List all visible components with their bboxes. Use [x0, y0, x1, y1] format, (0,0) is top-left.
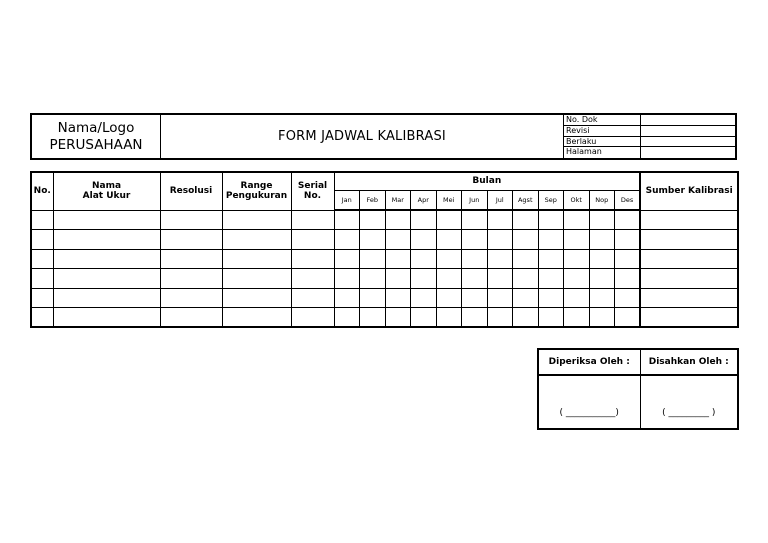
col-header-no [31, 172, 53, 210]
header-text: No. [303, 191, 322, 202]
table-cell[interactable] [385, 210, 411, 230]
table-cell[interactable] [53, 230, 160, 250]
table-cell[interactable] [53, 288, 160, 308]
table-cell[interactable] [487, 288, 513, 308]
table-cell[interactable] [291, 308, 334, 328]
table-cell[interactable] [360, 230, 386, 250]
doc-row-revisi [564, 126, 735, 137]
table-cell[interactable] [334, 230, 360, 250]
table-cell[interactable] [411, 269, 437, 289]
table-cell[interactable] [291, 230, 334, 250]
table-cell[interactable] [291, 288, 334, 308]
table-cell[interactable] [462, 249, 488, 269]
table-cell[interactable] [513, 288, 539, 308]
table-cell[interactable] [564, 269, 590, 289]
table-cell[interactable] [589, 308, 615, 328]
header-text: Alat Ukur [82, 191, 131, 202]
month-header: Jun [462, 190, 488, 210]
table-cell[interactable] [462, 288, 488, 308]
table-cell[interactable] [538, 230, 564, 250]
header-text: Pengukuran [225, 191, 288, 202]
header-text: Bulan [472, 176, 502, 187]
table-cell[interactable] [640, 210, 738, 230]
table-cell[interactable] [334, 210, 360, 230]
table-cell[interactable] [487, 269, 513, 289]
table-cell[interactable] [564, 288, 590, 308]
table-cell[interactable] [436, 249, 462, 269]
month-header: Okt [564, 190, 590, 210]
checked-by-signature[interactable]: ( ___________) [538, 375, 640, 429]
table-cell[interactable] [385, 230, 411, 250]
header-text: Resolusi [169, 186, 213, 197]
table-cell[interactable] [160, 288, 222, 308]
month-header: Des [615, 190, 641, 210]
table-cell[interactable] [160, 269, 222, 289]
table-cell[interactable] [538, 288, 564, 308]
table-row [31, 230, 738, 250]
col-header-resolusi [160, 172, 222, 210]
table-cell[interactable] [538, 210, 564, 230]
col-header-nama-alat-ukur [53, 172, 160, 210]
table-row [31, 308, 738, 328]
doc-row-halaman [564, 147, 735, 158]
table-row [31, 210, 738, 230]
table-cell[interactable] [31, 249, 53, 269]
table-cell[interactable] [411, 308, 437, 328]
table-cell[interactable] [640, 249, 738, 269]
table-cell[interactable] [487, 308, 513, 328]
table-cell[interactable] [640, 288, 738, 308]
table-cell[interactable] [436, 210, 462, 230]
table-cell[interactable] [615, 308, 641, 328]
table-row [31, 288, 738, 308]
table-cell[interactable] [640, 308, 738, 328]
form-title: FORM JADWAL KALIBRASI [278, 129, 446, 144]
table-cell[interactable] [222, 230, 291, 250]
table-body [31, 210, 738, 327]
doc-value[interactable] [641, 147, 735, 158]
table-cell[interactable] [615, 269, 641, 289]
table-cell[interactable] [589, 288, 615, 308]
form-header [30, 113, 737, 160]
table-cell[interactable] [334, 249, 360, 269]
table-cell[interactable] [53, 210, 160, 230]
table-cell[interactable] [334, 269, 360, 289]
table-cell[interactable] [513, 210, 539, 230]
table-cell[interactable] [487, 249, 513, 269]
table-cell[interactable] [334, 308, 360, 328]
table-cell[interactable] [462, 230, 488, 250]
table-cell[interactable] [360, 210, 386, 230]
table-cell[interactable] [538, 269, 564, 289]
table-cell[interactable] [615, 230, 641, 250]
table-cell[interactable] [564, 308, 590, 328]
table-cell[interactable] [222, 288, 291, 308]
month-header: Feb [360, 190, 386, 210]
month-header: Nop [589, 190, 615, 210]
table-cell[interactable] [334, 288, 360, 308]
checked-by-label: Diperiksa Oleh : [538, 349, 640, 375]
table-cell[interactable] [436, 308, 462, 328]
month-header: Jul [487, 190, 513, 210]
col-header-sumber-kalibrasi [640, 172, 738, 210]
table-cell[interactable] [589, 269, 615, 289]
month-header: Agst [513, 190, 539, 210]
table-cell[interactable] [589, 249, 615, 269]
table-row [31, 249, 738, 269]
month-header: Jan [334, 190, 360, 210]
table-cell[interactable] [538, 249, 564, 269]
table-cell[interactable] [615, 249, 641, 269]
doc-label: Halaman [564, 147, 641, 158]
table-cell[interactable] [53, 249, 160, 269]
table-cell[interactable] [487, 210, 513, 230]
month-header: Mar [385, 190, 411, 210]
col-header-bulan [334, 172, 640, 190]
doc-value[interactable] [641, 126, 735, 136]
table-cell[interactable] [385, 249, 411, 269]
table-cell[interactable] [640, 230, 738, 250]
header-text: Nama [91, 181, 122, 192]
table-cell[interactable] [411, 210, 437, 230]
table-cell[interactable] [564, 249, 590, 269]
table-cell[interactable] [385, 308, 411, 328]
table-cell[interactable] [385, 288, 411, 308]
month-header: Apr [411, 190, 437, 210]
table-cell[interactable] [222, 269, 291, 289]
doc-value[interactable] [641, 137, 735, 147]
table-cell[interactable] [564, 210, 590, 230]
logo-line1: Nama/Logo [57, 119, 135, 136]
table-row [31, 269, 738, 289]
approved-by-signature[interactable]: ( _________ ) [640, 375, 738, 429]
table-cell[interactable] [513, 230, 539, 250]
header-text: Range [240, 181, 273, 192]
table-cell[interactable] [222, 308, 291, 328]
table-cell[interactable] [160, 210, 222, 230]
table-cell[interactable] [640, 269, 738, 289]
month-header: Sep [538, 190, 564, 210]
table-cell[interactable] [360, 249, 386, 269]
table-cell[interactable] [411, 249, 437, 269]
approved-by-label: Disahkan Oleh : [640, 349, 738, 375]
table-cell[interactable] [31, 210, 53, 230]
table-cell[interactable] [436, 288, 462, 308]
doc-row-berlaku [564, 137, 735, 148]
table-cell[interactable] [615, 210, 641, 230]
table-cell[interactable] [31, 308, 53, 328]
table-cell[interactable] [487, 230, 513, 250]
header-text: Serial [297, 181, 328, 192]
table-cell[interactable] [53, 308, 160, 328]
col-header-serial-no [291, 172, 334, 210]
table-cell[interactable] [436, 230, 462, 250]
table-cell[interactable] [385, 269, 411, 289]
table-cell[interactable] [31, 288, 53, 308]
table-cell[interactable] [360, 288, 386, 308]
table-cell[interactable] [291, 210, 334, 230]
company-logo-placeholder [32, 115, 161, 158]
table-cell[interactable] [291, 249, 334, 269]
month-header: Mei [436, 190, 462, 210]
table-cell[interactable] [436, 269, 462, 289]
table-cell[interactable] [222, 210, 291, 230]
table-cell[interactable] [160, 230, 222, 250]
col-header-range-pengukuran [222, 172, 291, 210]
table-cell[interactable] [513, 308, 539, 328]
document-info-box [563, 115, 735, 158]
table-cell[interactable] [564, 230, 590, 250]
doc-row-no-dok [564, 115, 735, 126]
table-cell[interactable] [589, 210, 615, 230]
table-cell[interactable] [360, 308, 386, 328]
table-cell[interactable] [222, 249, 291, 269]
table-cell[interactable] [411, 230, 437, 250]
table-cell[interactable] [513, 269, 539, 289]
table-cell[interactable] [291, 269, 334, 289]
table-cell[interactable] [160, 249, 222, 269]
header-text: No. [33, 186, 51, 197]
doc-label: Berlaku [564, 137, 641, 147]
doc-value[interactable] [641, 115, 735, 125]
header-text: Sumber Kalibrasi [645, 186, 733, 197]
table-cell[interactable] [31, 269, 53, 289]
table-cell[interactable] [513, 249, 539, 269]
signature-table [537, 348, 739, 430]
logo-line2: PERUSAHAAN [49, 136, 143, 153]
table-cell[interactable] [53, 269, 160, 289]
calibration-schedule-table [30, 171, 739, 328]
table-cell[interactable] [462, 308, 488, 328]
table-cell[interactable] [411, 288, 437, 308]
table-cell[interactable] [462, 269, 488, 289]
table-cell[interactable] [31, 230, 53, 250]
table-cell[interactable] [462, 210, 488, 230]
doc-label: No. Dok [564, 115, 641, 125]
table-cell[interactable] [360, 269, 386, 289]
table-cell[interactable] [615, 288, 641, 308]
table-cell[interactable] [538, 308, 564, 328]
doc-label: Revisi [564, 126, 641, 136]
table-cell[interactable] [160, 308, 222, 328]
table-cell[interactable] [589, 230, 615, 250]
